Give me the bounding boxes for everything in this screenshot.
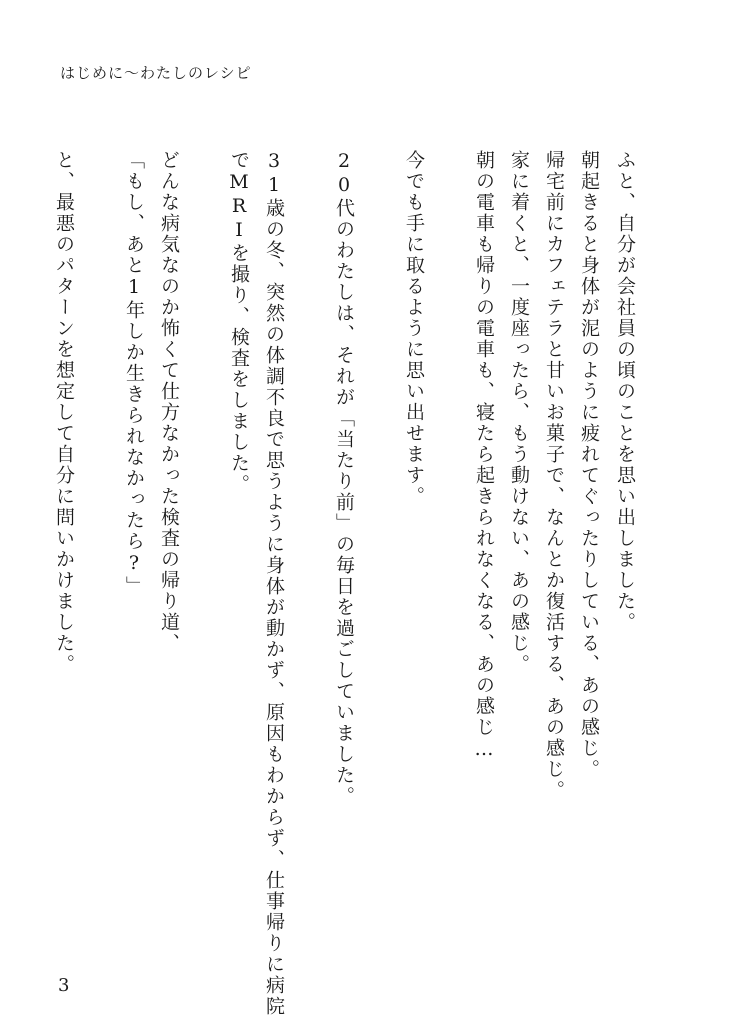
text-line — [364, 150, 394, 940]
text-line: 朝起きると身体が泥のように疲れてぐったりしている、あの感じ。 — [578, 150, 600, 780]
text-line: でMRIを撮り、検査をしました。 — [228, 150, 250, 495]
text-line — [84, 150, 114, 940]
running-header: はじめに〜わたしのレシピ — [60, 64, 252, 82]
text-line: 「もし、あと1年しか生きられなかったら?」 — [123, 150, 145, 597]
text-line — [189, 150, 219, 940]
text-line: 今でも手に取るように思い出せます。 — [403, 150, 425, 507]
text-line — [294, 150, 324, 940]
text-line: 家に着くと、一度座ったら、もう動けない、あの感じ。 — [508, 150, 530, 675]
text-line: と、最悪のパターンを想定して自分に問いかけました。 — [53, 150, 75, 675]
text-line: 20代のわたしは、それが「当たり前」の毎日を過ごしていました。 — [333, 150, 355, 807]
text-line: 31歳の冬、突然の体調不良で思うように身体が動かず、原因もわからず、仕事帰りに病院 — [263, 150, 285, 1017]
text-line: ふと、自分が会社員の頃のことを思い出しました。 — [614, 150, 636, 633]
text-line — [434, 150, 464, 940]
page-number: 3 — [58, 975, 70, 996]
text-line: 朝の電車も帰りの電車も、寝たら起きられなくなる、あの感じ… — [473, 150, 495, 762]
text-line: 帰宅前にカフェテラと甘いお菓子で、なんとか復活する、あの感じ。 — [543, 150, 565, 801]
body-text — [40, 150, 680, 1017]
text-line: どんな病気なのか怖くて仕方なかった検査の帰り道、 — [158, 150, 180, 654]
